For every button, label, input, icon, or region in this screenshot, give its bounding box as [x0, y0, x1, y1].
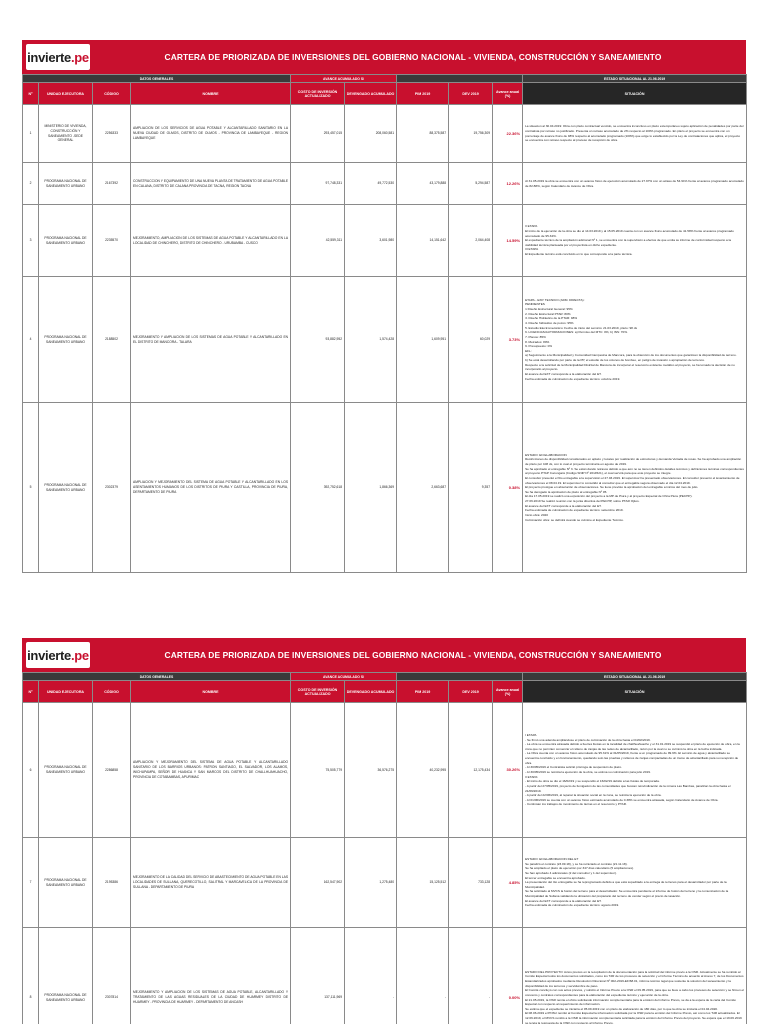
- cell-nombre: MEJORAMIENTO Y AMPLIACION DE LOS SISTEMAS DE AGUA POTABLE, ALCANTARILLADO Y TRATAMIENTO DE LAS AGUAS RESIDUALES DE LA CIUDAD DE HUARMEY DISTRITO DE HUARMEY - PROVINCIA DE HUARMEY - DEPARTAMENTO DE ANCASH: [131, 928, 291, 1024]
- situacion-line: Se ha derogado la aprobación de plazo al entregable Nº 05.: [525, 489, 608, 494]
- investment-table: [22, 74, 747, 573]
- cell-avance: 3.73%: [493, 277, 523, 403]
- group-spacer: [397, 75, 523, 83]
- situacion-line: El Comité concluyó con sus actos previos, y solicitó el Informe Previo a la OSR el 09.05.2019, para que se lleve a cabo los procesos de selección y se firmen el convenio y contratos correspondientes para la elaboración del expediente técnico y ejecución de la obra.: [525, 988, 744, 997]
- col-header-nombre: NOMBRE: [131, 83, 291, 105]
- cell-devengado: 36,576,275: [345, 703, 397, 838]
- col-header-avance: Avance anual (%): [493, 681, 523, 703]
- situacion-line: 1 Diseño Estructural General: 95%: [525, 307, 573, 312]
- situacion-line: 2. Diseño Estructural PTAR: 80%: [525, 311, 571, 316]
- cell-nro: 4: [23, 277, 39, 403]
- col-header-codigo: CÓDIGO: [93, 83, 131, 105]
- col-header-nro: Nº: [23, 83, 39, 105]
- report-page-1: [22, 40, 746, 716]
- situacion-line: Se estima que el expediente se iniciaría el 05.09.2019 con un plazo de elaboración de 180 días, por lo que la obra se iniciaría el 04.04.2020.: [525, 1006, 718, 1011]
- cell-codigo: 2195386: [93, 838, 131, 928]
- situacion-line: Al 31.05.2019 la obra se encuentra con un avance físico de ejecución acumulado de 27.97% con un atraso de 54.91% frente al avance programado acumulado de 82.88%, según Calendario de Avance de Obra.: [525, 178, 744, 188]
- cell-situacion: [523, 403, 747, 573]
- situacion-line: PENDIENTES: [525, 302, 545, 307]
- situacion-line: La situacion al 30.04.2019: Obra con plazo contractual vencido, se encuentra inconcluso en plazo extemporáneo sujeto aplicación de penalidades por parte del contratista por retraso no justificado. Presenta un retraso acumulado de 2% respecto al 100% programado. En plazo el proyecto se encuentra con un porcentaje de avance físico de 98% respecto al acumulado programado (100%) que exige lo establecido por la Ley de contrataciones que aplica, el proyecto se encuentra con retraso respecto al proceso de recepción de obra.: [525, 124, 744, 143]
- situacion-line: II ETAPA:: [525, 774, 539, 779]
- cell-nro: 7: [23, 838, 39, 928]
- cell-dev2019: 733,128: [449, 838, 493, 928]
- situacion-line: II ETAPA: [525, 224, 538, 229]
- col-header-situacion: SITUACIÓN: [523, 83, 747, 105]
- situacion-line: 27.06.2019 Se realizó reunión con la junta directiva del PECHP, sobre PTAR Ojitos.: [525, 499, 640, 504]
- situacion-line: El día 17.05.2019 se realizó una exposición del proyecto a la MP de Piura y al proyecto Especial de Chira Piura (PECHP).: [525, 494, 693, 499]
- situacion-line: Fecha estimada de culminación de expediente técnico: octubre 2019.: [525, 376, 621, 381]
- situacion-line: - La obra se encuentra atrasada debido a fuertes lluvias en la localidad de challhuahuacho y el 31.01.2019 se suspendió el plazo de ejecución de obra, en la zona que no permiten comenzar el relleno de zanjas de las redes de alcantarillado, razón por la cual no se culminó la obra en la fecha indicada.: [525, 742, 740, 751]
- table-row: [23, 277, 747, 403]
- col-header-codigo: CÓDIGO: [93, 681, 131, 703]
- col-header-unidad: UNIDAD EJECUTORA: [39, 681, 93, 703]
- cell-costo: 93,882,952: [291, 277, 345, 403]
- cell-avance: 22.36%: [493, 105, 523, 163]
- situacion-line: 4. Diseño hidráulico de pozos: 95%: [525, 320, 574, 325]
- cell-avance: 30.26%: [493, 703, 523, 838]
- situacion-line: Se ha solicitado al MVCS la fusión del terreno para el desarrollador. Se encuentra pendiente el informe de fusión del terreno y la comunicación de la Municipalidad de Sullana validando la ubicación del propietario del terreno de vender según el precio de tasación.: [525, 889, 729, 899]
- cell-devengado: 1,574,428: [345, 277, 397, 403]
- situacion-line: 5. Estudio Electromecánico: Fecha de inicio del servicio: 21.03.2019, plazo: 98 ds: [525, 325, 638, 330]
- situacion-line: Se ha aprobado el entregable Nº 3. Se están dando retrasos debido a que aún no se tienen definidos detalles técnicos y definiciones técnicas correspondientes al proyecto PTAP Cucungará (Código SNIP Nº 2014521), el cual servirá para que este proyecto se integre.: [525, 466, 744, 476]
- cell-situacion: [523, 838, 747, 928]
- cell-nro: 6: [23, 703, 39, 838]
- group-avance-acumulado: AVANCE ACUMULADO S/: [291, 75, 397, 83]
- table-row: [23, 838, 747, 928]
- cell-devengado: 1,866,369: [345, 403, 397, 573]
- cell-unidad: PROGRAMA NACIONAL DE SANEAMIENTO URBANO: [39, 703, 93, 838]
- cell-pim: 15,125,512: [397, 838, 449, 928]
- group-avance-acumulado: AVANCE ACUMULADO S/: [291, 673, 397, 681]
- situacion-line: a) Seguimiento a la Municipalidad y Comunidad Campesina de Mancora, para la obtención de los documentos que garanticen la disponibilidad de terreno.: [525, 353, 737, 358]
- situacion-line: b) Se está desarrollando por parte de la PP, el estudio de los colonos de bombeo, en peligro de invasión o apropiación de terrenos.: [525, 358, 705, 363]
- cell-devengado: -: [345, 928, 397, 1024]
- cell-dev2019: 19,756,309: [449, 105, 493, 163]
- invierte-logo: invierte .pe: [26, 44, 90, 70]
- situacion-line: 7. Planos: 85%: [525, 334, 546, 339]
- cell-unidad: MINISTERIO DE VIVIENDA, CONSTRUCCIÓN Y SANEAMIENTO -SEDE GENERAL: [39, 105, 93, 163]
- situacion-line: ESTADO: EN ELABORACION: [525, 452, 567, 457]
- report-page-2: [22, 638, 746, 1024]
- cell-unidad: PROGRAMA NACIONAL DE SANEAMIENTO URBANO: [39, 205, 93, 277]
- table-body-page-1: [23, 105, 747, 573]
- cell-nombre: MEJORAMIENTO DE LA CALIDAD DEL SERVICIO DE ABASTECIMIENTO DE AGUA POTABLE EN LAS LOCALIDADES DE SULLANA, QUERECOTILLO, SALITRAL Y MARCAVELICA DE LA PROVINCIA DE SULLANA - DEPARTAMENTO DE PIURA: [131, 838, 291, 928]
- report-title: CARTERA DE PRIORIZADA DE INVERSIONES DEL GOBIERNO NACIONAL - VIVIENDA, CONSTRUCCIÓN Y SANEAMIENTO: [164, 52, 662, 62]
- cell-dev2019: 12,175,434: [449, 703, 493, 838]
- col-header-situacion: SITUACIÓN: [523, 681, 747, 703]
- cell-unidad: PROGRAMA NACIONAL DE SANEAMIENTO URBANO: [39, 838, 93, 928]
- cell-avance: 0.38%: [493, 403, 523, 573]
- situacion-line: - Al 30/05/2019 se reinicia la ejecución de la obra, se estima su culminación para julio 2019.: [525, 770, 651, 774]
- group-estado-situacional: ESTADO SITUACIONAL AL 21.06.2019: [523, 673, 747, 681]
- col-header-pim: PIM 2019: [397, 83, 449, 105]
- col-header-unidad: UNIDAD EJECUTORA: [39, 83, 93, 105]
- cell-codigo: 2307814: [93, 928, 131, 1024]
- cell-unidad: PROGRAMA NACIONAL DE SANEAMIENTO URBANO: [39, 277, 93, 403]
- situacion-line: Restricciones de disponibilidad considerados en aplazo y locales por realización de estructuras y demanda Vertada de rosas. Se ha aprobado una ampliación de plazo por 108 ds, con lo cual el proyecto terminaría en agosto de 2019.: [525, 457, 742, 466]
- table-row: [23, 403, 747, 573]
- situacion-line: Se paralizó el contrato (23.09.18), y se ha reiniciado el contrato (21.11.18).: [525, 861, 628, 866]
- cell-codigo: 2188502: [93, 277, 131, 403]
- situacion-line: Fecha estimada de culminación de expediente técnico: setiembre 2019.: [525, 508, 624, 513]
- table-row: [23, 205, 747, 277]
- cell-situacion: [523, 163, 747, 205]
- situacion-line: - El inicio de obra se dio el 16/02/19 y se suspendió el 16/02/19 debido a las lluvias de temporada.: [525, 779, 660, 784]
- cell-costo: 42,559,311: [291, 205, 345, 277]
- col-header-dev2019: DEV 2019: [449, 681, 493, 703]
- cell-unidad: PROGRAMA NACIONAL DE SANEAMIENTO URBANO: [39, 403, 93, 573]
- situacion-line: El expediente técnico de la ampliación adicional Nº 1, se encuentra con la supervisión a efectos de que emita su informe de conformidad respecto a la viabilidad técnica planteada por el proyectista en dicho expediente.: [525, 238, 732, 247]
- cell-dev2019: 5,294,587: [449, 163, 493, 205]
- col-header-dev2019: DEV 2019: [449, 83, 493, 105]
- cell-codigo: 2167392: [93, 163, 131, 205]
- cell-costo: 293,457,015: [291, 105, 345, 163]
- cell-pim: 88,375,587: [397, 105, 449, 163]
- cell-nro: 8: [23, 928, 39, 1024]
- situacion-line: I ETAPA: [525, 732, 537, 737]
- situacion-line: ESTADO: EN ELABORACION DEL ET: [525, 856, 579, 861]
- situacion-line: - A partir del 22/06/2019, al reparar la situación social en la zona, se reinicia la ejecución de la obra.: [525, 793, 662, 798]
- cell-pim: 14,151,642: [397, 205, 449, 277]
- cell-pim: 43,179,888: [397, 163, 449, 205]
- cell-dev2019: -: [449, 928, 493, 1024]
- cell-avance: 0.00%: [493, 928, 523, 1024]
- cell-costo: 97,748,331: [291, 163, 345, 205]
- group-spacer: [397, 673, 523, 681]
- cell-devengado: 208,060,581: [345, 105, 397, 163]
- situacion-line: Culminación obra: se definirá cuando se culmine el Expediente Técnico.: [525, 517, 624, 522]
- table-row: [23, 163, 747, 205]
- col-header-devengado: DEVENGADO ACUMULADO: [345, 83, 397, 105]
- cell-nombre: MEJORAMIENTO, AMPLIACION DE LOS SISTEMAS DE AGUA POTABLE Y ALCANTARILLADO EN LA LOCALIDAD DE CHINCHERO, DISTRITO DE CHINCHERO - URUBAMBA - CUSCO: [131, 205, 291, 277]
- group-estado-situacional: ESTADO SITUACIONAL AL 21.06.2019: [523, 75, 747, 83]
- report-banner: [22, 638, 746, 672]
- table-body-page-2: [23, 703, 747, 1024]
- col-header-nombre: NOMBRE: [131, 681, 291, 703]
- col-header-costo: COSTO DE INVERSIÓN ACTUALIZADO: [291, 681, 345, 703]
- col-header-costo: COSTO DE INVERSIÓN ACTUALIZADO: [291, 83, 345, 105]
- cell-nombre: AMPLIACION Y MEJORAMIENTO DEL SISTEMA DE AGUA POTABLE Y ALCANTARILLADO SANITARIO DE LOS BARRIOS URBANOS: PATRON SANTIAGO, EL SALVADOR, LOS ALAMOS, WICHUPAMPA, SEÑOR DE HUANCA Y SAN MARCOS DEL DISTRITO DE CHALLHUAHUACHO, PROVINCIA DE COTABAMBAS, APURIMAC: [131, 703, 291, 838]
- invierte-logo: invierte .pe: [26, 642, 90, 668]
- cell-costo: 392,752,618: [291, 403, 345, 573]
- cell-nro: 3: [23, 205, 39, 277]
- cell-nro: 1: [23, 105, 39, 163]
- cell-pim: 40,232,995: [397, 703, 449, 838]
- situacion-line: El avance del EXT corresponde a la elaboración del ET.: [525, 371, 602, 376]
- situacion-line: ESTADO DEL PROYECTO: Actos previos en la recopilación de la documentación para la solicitud del informe previo a la OSR. Actualmente se ha remitido al Comité Especial todos los documentos solicitados, como los TdR de los procesos de selección y el Informe Técnico de acuerdo al Anexo 7, de los Documentos Estandarizados aprobados mediante Resolución Directoral Nº 002-2019-EF/68.01, informe técnico legal que sustente la solución del saneamiento y la disponibilidad de los terrenos y servidumbre de paso.: [525, 969, 744, 988]
- cell-situacion: [523, 277, 747, 403]
- situacion-line: - La Obra cuenta con un avance físico acumulado de 95.31% al 31/05/2019, frente a un programado de 99.9%. El servicio de agua y alcantarillado se encuentra concluido y en funcionamiento, quedando solo las pruebas y rellenos de zanjas compactadas de un tramo de alcantarillado para su recepción de obra.: [525, 751, 739, 765]
- situacion-line: El 08.06.2019 el PNSU remitió al Comité Especial la información solicitada por la OSR para la emisión del Informe Previo, así como los TdR actualizados. El 12.06.2019, el MVCS remitió a la OSR la información complementaria solicitada para la emisión del Informe Previo del proyecto. Se espera que el 19.06.2019 se tenga la respuesta de la OSR con respecto al Informe Previo.: [525, 1011, 742, 1024]
- situacion-line: - Continúan los trabajos de movimiento de tierras en el reservorio y PTAR.: [525, 802, 627, 807]
- cell-costo: 162,547,902: [291, 838, 345, 928]
- cell-unidad: PROGRAMA NACIONAL DE SANEAMIENTO URBANO: [39, 928, 93, 1024]
- situacion-line: EFL:: [525, 348, 532, 353]
- cell-codigo: 2235570: [93, 205, 131, 277]
- situacion-line: ETAPA - EXP. TECNICO (ADM. DIRECTA):: [525, 297, 585, 302]
- situacion-line: - Al 01/06/2019 se cuenta con un avance físico estimado acumulado de 0.38% se encuentra atrasada, según Calendario de Avance de Obra.: [525, 797, 719, 802]
- situacion-line: El Expediente técnico está concluido en lo que corresponde a la parte técnica.: [525, 252, 633, 257]
- col-header-devengado: DEVENGADO ACUMULADO: [345, 681, 397, 703]
- cell-nro: 5: [23, 403, 39, 573]
- situacion-line: El inicio de la ejecución de la obra se dio el 14.03.2019 y al 15.05.2019 cuenta con un avance físico acumulado de 41.58% frente al avance programado acumulado de 95.34%.: [525, 228, 734, 238]
- situacion-line: El tercer entregable se encuentra aprobado.: [525, 875, 586, 880]
- cell-situacion: [523, 105, 747, 163]
- situacion-line: 9. Presupuesto: 0%: [525, 344, 553, 349]
- situacion-line: El 21.05.2019, la OSR remite el oficio solicitando información complementaria para la emisión del informe Previo, se da a la espera de la carta del Comité Especial con respecto al requerimiento de información.: [525, 997, 736, 1007]
- cell-nro: 2: [23, 163, 39, 205]
- report-title: CARTERA DE PRIORIZADA DE INVERSIONES DEL GOBIERNO NACIONAL - VIVIENDA, CONSTRUCCIÓN Y SANEAMIENTO: [164, 650, 662, 660]
- situacion-line: Inicio obra: 2020: [525, 513, 548, 518]
- col-header-pim: PIM 2019: [397, 681, 449, 703]
- cell-dev2019: 60,029: [449, 277, 493, 403]
- cell-costo: 137,111,969: [291, 928, 345, 1024]
- cell-situacion: [523, 928, 747, 1024]
- situacion-line: El proyecto prosigue en absolución de observaciones. Se tiene previsto la aprobación del entregable a inicios del mes de julio.: [525, 485, 699, 490]
- cell-nombre: AMPLIACION DE LOS SERVICIOS DE AGUA POTABLE Y ALCANTARILLADO SANITARIO EN LA NUEVA CIUDAD DE OLMOS, DISTRITO DE OLMOS - PROVINCIA DE LAMBAYEQUE - REGION LAMBAYEQUE: [131, 105, 291, 163]
- cell-nombre: MEJORAMIENTO Y AMPLIACION DE LOS SISTEMAS DE AGUA POTABLE Y ALCANTARILLADO EN EL DISTRITO DE MANCORA - TALARA: [131, 277, 291, 403]
- situacion-line: Se ha ampliado el plazo de ejecución por 347 días calendario (5 ampliaciones).: [525, 866, 634, 871]
- situacion-line: El avance del EXT corresponde a la elaboración del ET.: [525, 898, 602, 903]
- cell-avance: 4.85%: [493, 838, 523, 928]
- cell-pim: 1,609,951: [397, 277, 449, 403]
- cell-devengado: 3,601,980: [345, 205, 397, 277]
- cell-codigo: 2256333: [93, 105, 131, 163]
- report-banner: [22, 40, 746, 74]
- cell-avance: 14.59%: [493, 205, 523, 277]
- cell-nombre: AMPLIACION Y MEJORAMIENTO DEL SISTEMA DE AGUA POTABLE Y ALCANTARILLADO EN LOS ASENTAMIENTOS HUMANOS DE LOS DISTRITOS DE PIURA Y CASTILLA, PROVINCIA DE PIURA, DEPARTAMENTO DE PIURA: [131, 403, 291, 573]
- table-row: [23, 703, 747, 838]
- cell-codigo: 2302379: [93, 403, 131, 573]
- group-datos-generales: DATOS GENERALES: [23, 75, 291, 83]
- cell-dev2019: 9,357: [449, 403, 493, 573]
- cell-pim: 2,663,687: [397, 403, 449, 573]
- cell-situacion: [523, 205, 747, 277]
- cell-situacion: [523, 703, 747, 838]
- situacion-line: 6. LICENCIAS/AUTORIZACIONES: a) Permiso del MTC: 0%; b) INS: 70%.: [525, 330, 628, 335]
- cell-devengado: 1,275,480: [345, 838, 397, 928]
- situacion-line: - Al 30/05/2019 el Contratista solicitó prórroga de suspensión de plazo.: [525, 765, 623, 770]
- col-header-nro: Nº: [23, 681, 39, 703]
- investment-table: [22, 672, 747, 1024]
- situacion-line: Fecha estimada de culminación de expediente técnico: agosto 2019.: [525, 903, 620, 908]
- situacion-line: Respecto a la solicitud de la Municipalidad Distrital de Mancora de incorporar el reservorio existente metálico al proyecto, se ha tomado la decisión de no incorporarlo al proyecto.: [525, 362, 735, 372]
- cell-avance: 12.26%: [493, 163, 523, 205]
- situacion-line: El consultor presentó el 6to entregable a la supervisión el 27.03.2019. El supervisor ha presentado observaciones. El consultor presentó el levantamiento de observaciones el 08.04.19. El supervisor lo consolidó al consultor que el entregable seguía observado el día 12.04.2019.: [525, 475, 740, 485]
- situacion-line: 8. Metrados: 80%: [525, 339, 550, 344]
- col-header-avance: Avance anual (%): [493, 83, 523, 105]
- cell-codigo: 2286858: [93, 703, 131, 838]
- table-row: [23, 928, 747, 1024]
- cell-dev2019: 2,064,408: [449, 205, 493, 277]
- cell-nombre: CONSTRUCCION Y EQUIPAMIENTO DE UNA NUEVA PLANTA DE TRATAMIENTO DE AGUA POTABLE EN CALANA, DISTRITO DE CALANA PROVINCIA DE TACNA, REGION TACNA: [131, 163, 291, 205]
- cell-unidad: PROGRAMA NACIONAL DE SANEAMIENTO URBANO: [39, 163, 93, 205]
- cell-pim: -: [397, 928, 449, 1024]
- situacion-line: III ETAPA: [525, 247, 539, 252]
- situacion-line: Se han aprobado 4 adicionales (2 del consultor y 1 del supervisor).: [525, 870, 617, 875]
- group-datos-generales: DATOS GENERALES: [23, 673, 291, 681]
- situacion-line: - A partir del 27/05/2019, proyecto de fumigación de las comunidades que buscan reinvindicación de la minera Las Bambas, paralizan la obra hasta el 21/06/2019.: [525, 783, 731, 793]
- situacion-line: 3. Diseño Hidráulico de la PTAR: 98%: [525, 316, 578, 321]
- situacion-line: La presentación del 4to entregable se ha reprogramado debido a que está supeditado a la entrega de terrenos para el desarrollador por parte de la Municipalidad.: [525, 880, 727, 889]
- table-row: [23, 105, 747, 163]
- cell-costo: 75,505,779: [291, 703, 345, 838]
- situacion-line: El avance del EXT corresponde a la elaboración del ET.: [525, 503, 602, 508]
- cell-devengado: 49,772,530: [345, 163, 397, 205]
- situacion-line: - Se firmó una adenda ampliándose el plazo de culminación de la obra hasta el 04/02/2019.: [525, 737, 651, 742]
